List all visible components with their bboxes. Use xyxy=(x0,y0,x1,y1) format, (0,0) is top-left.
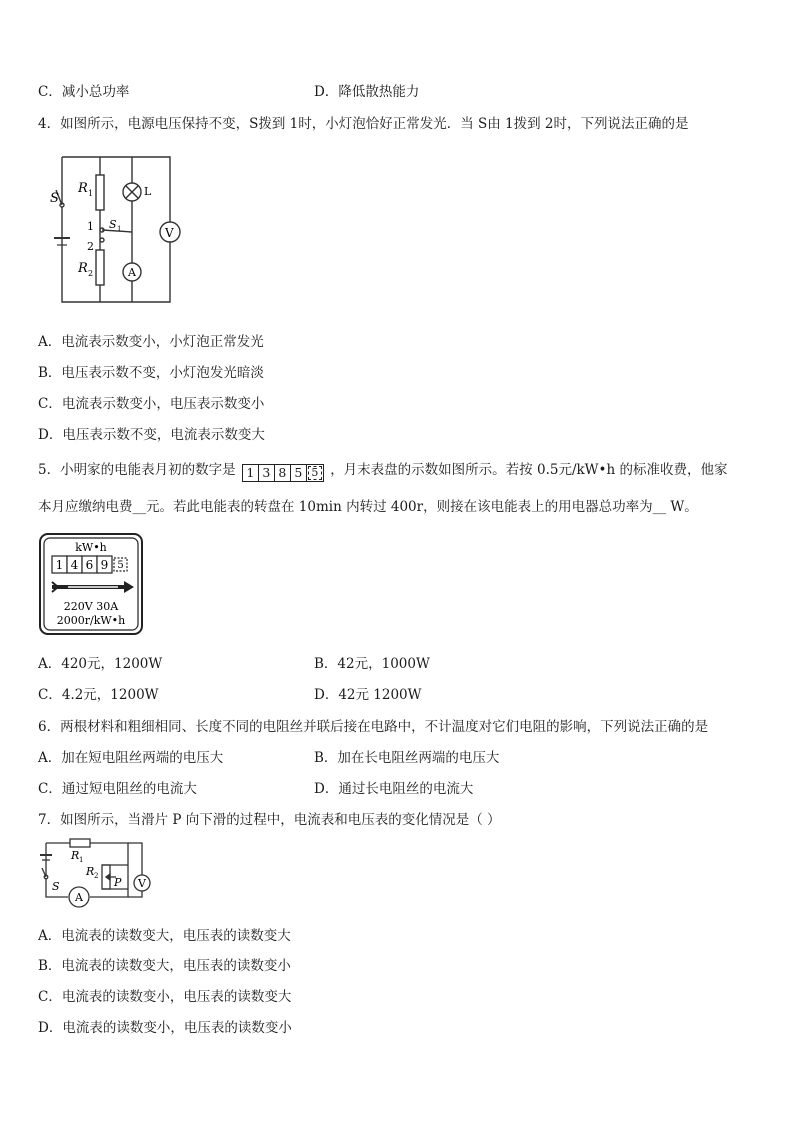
q4-option-b: B．电压表示数不变，小灯泡发光暗淡 xyxy=(38,365,264,381)
q6-option-d: D．通过长电阻丝的电流大 xyxy=(314,781,474,797)
q5-option-d: D．42元 1200W xyxy=(314,687,422,703)
q7-option-d: D．电流表的读数变小，电压表的读数变小 xyxy=(38,1020,292,1036)
q5-meter-revolutions: 2000r/kW•h xyxy=(56,614,126,627)
q4-circuit-diagram xyxy=(40,150,190,310)
q7-option-c: C．电流表的读数变小，电压表的读数变大 xyxy=(38,989,292,1005)
q5-option-b: B．42元，1000W xyxy=(314,656,430,672)
q5-meter-digit: 6 xyxy=(85,558,94,572)
q7-label-r2: R xyxy=(86,865,95,878)
q4-option-a: A．电流表示数变小，小灯泡正常发光 xyxy=(38,334,264,350)
q7-label-r1-sub: 1 xyxy=(79,856,84,864)
q4-label-s1-sub: 1 xyxy=(117,225,122,233)
q4-label-r2: R xyxy=(78,261,88,276)
q3-option-c: C．减小总功率 xyxy=(38,84,130,100)
q6-option-c: C．通过短电阻丝的电流大 xyxy=(38,781,197,797)
q4-voltmeter-label: V xyxy=(165,226,174,240)
q4-label-s: S xyxy=(50,191,59,206)
q5-stem-line1 xyxy=(38,461,728,482)
q5-initial-digit: 5 xyxy=(308,466,322,480)
q7-option-b: B．电流表的读数变大，电压表的读数变小 xyxy=(38,958,291,974)
q7-option-a: A．电流表的读数变大，电压表的读数变大 xyxy=(38,928,291,944)
q4-label-r1: R xyxy=(78,181,88,196)
q7-voltmeter-label: V xyxy=(138,877,146,890)
q5-meter-digit: 1 xyxy=(55,558,64,572)
q5-meter-digit: 9 xyxy=(100,558,109,572)
q5-stem-part1: 5．小明家的电能表月初的数字是 xyxy=(38,462,236,478)
q5-initial-digit: 8 xyxy=(275,465,291,481)
q5-stem-part2: ，月末表盘的示数如图所示。若按 0.5元/kW•h 的标准收费，他家 xyxy=(330,462,728,478)
q7-label-r1: R xyxy=(71,849,80,862)
q5-meter-unit: kW•h xyxy=(75,541,107,554)
q6-option-b: B．加在长电阻丝两端的电压大 xyxy=(314,750,500,766)
q4-ammeter-label: A xyxy=(128,266,136,279)
q6-stem: 6．两根材料和粗细相同、长度不同的电阻丝并联后接在电路中，不计温度对它们电阻的影响，下列说法正确的是 xyxy=(38,719,709,735)
q4-label-r2-sub: 2 xyxy=(88,269,94,278)
q5-initial-digit: 1 xyxy=(243,465,259,481)
q4-stem: 4．如图所示，电源电压保持不变，S拨到 1时，小灯泡恰好正常发光．当 S由 1拨到 2时，下列说法正确的是 xyxy=(38,116,689,132)
q4-label-lamp: L xyxy=(144,185,152,198)
q4-label-pos2: 2 xyxy=(87,240,94,253)
q4-option-c: C．电流表示数变小，电压表示数变小 xyxy=(38,396,265,412)
q7-label-p: P xyxy=(114,876,122,889)
q5-energy-meter xyxy=(38,532,144,636)
q4-label-pos1: 1 xyxy=(87,220,94,233)
q6-option-a: A．加在短电阻丝两端的电压大 xyxy=(38,750,224,766)
q7-ammeter-label: A xyxy=(75,891,83,904)
q5-meter-rating: 220V 30A xyxy=(63,600,119,613)
q4-label-r1-sub: 1 xyxy=(88,189,94,198)
q5-initial-digit: 5 xyxy=(291,465,307,481)
q5-option-a: A．420元，1200W xyxy=(38,656,163,672)
q5-meter-digit: 5 xyxy=(117,560,124,571)
q7-stem: 7．如图所示，当滑片 P 向下滑的过程中，电流表和电压表的变化情况是（ ） xyxy=(38,812,501,828)
q5-initial-reading xyxy=(242,464,324,482)
q5-initial-digit: 3 xyxy=(259,465,275,481)
q3-option-d: D．降低散热能力 xyxy=(314,84,420,100)
q5-stem-line2: 本月应缴纳电费__元。若此电能表的转盘在 10min 内转过 400r，则接在该电能表上的用电器总功率为__ W。 xyxy=(38,499,698,515)
q7-label-s: S xyxy=(52,880,60,893)
q4-option-d: D．电压表示数不变，电流表示数变大 xyxy=(38,427,265,443)
q7-circuit-diagram xyxy=(38,835,158,915)
q5-option-c: C．4.2元，1200W xyxy=(38,687,159,703)
q7-label-r2-sub: 2 xyxy=(94,872,99,880)
q5-meter-digit: 4 xyxy=(70,558,79,572)
q4-label-s1: S xyxy=(109,218,117,231)
